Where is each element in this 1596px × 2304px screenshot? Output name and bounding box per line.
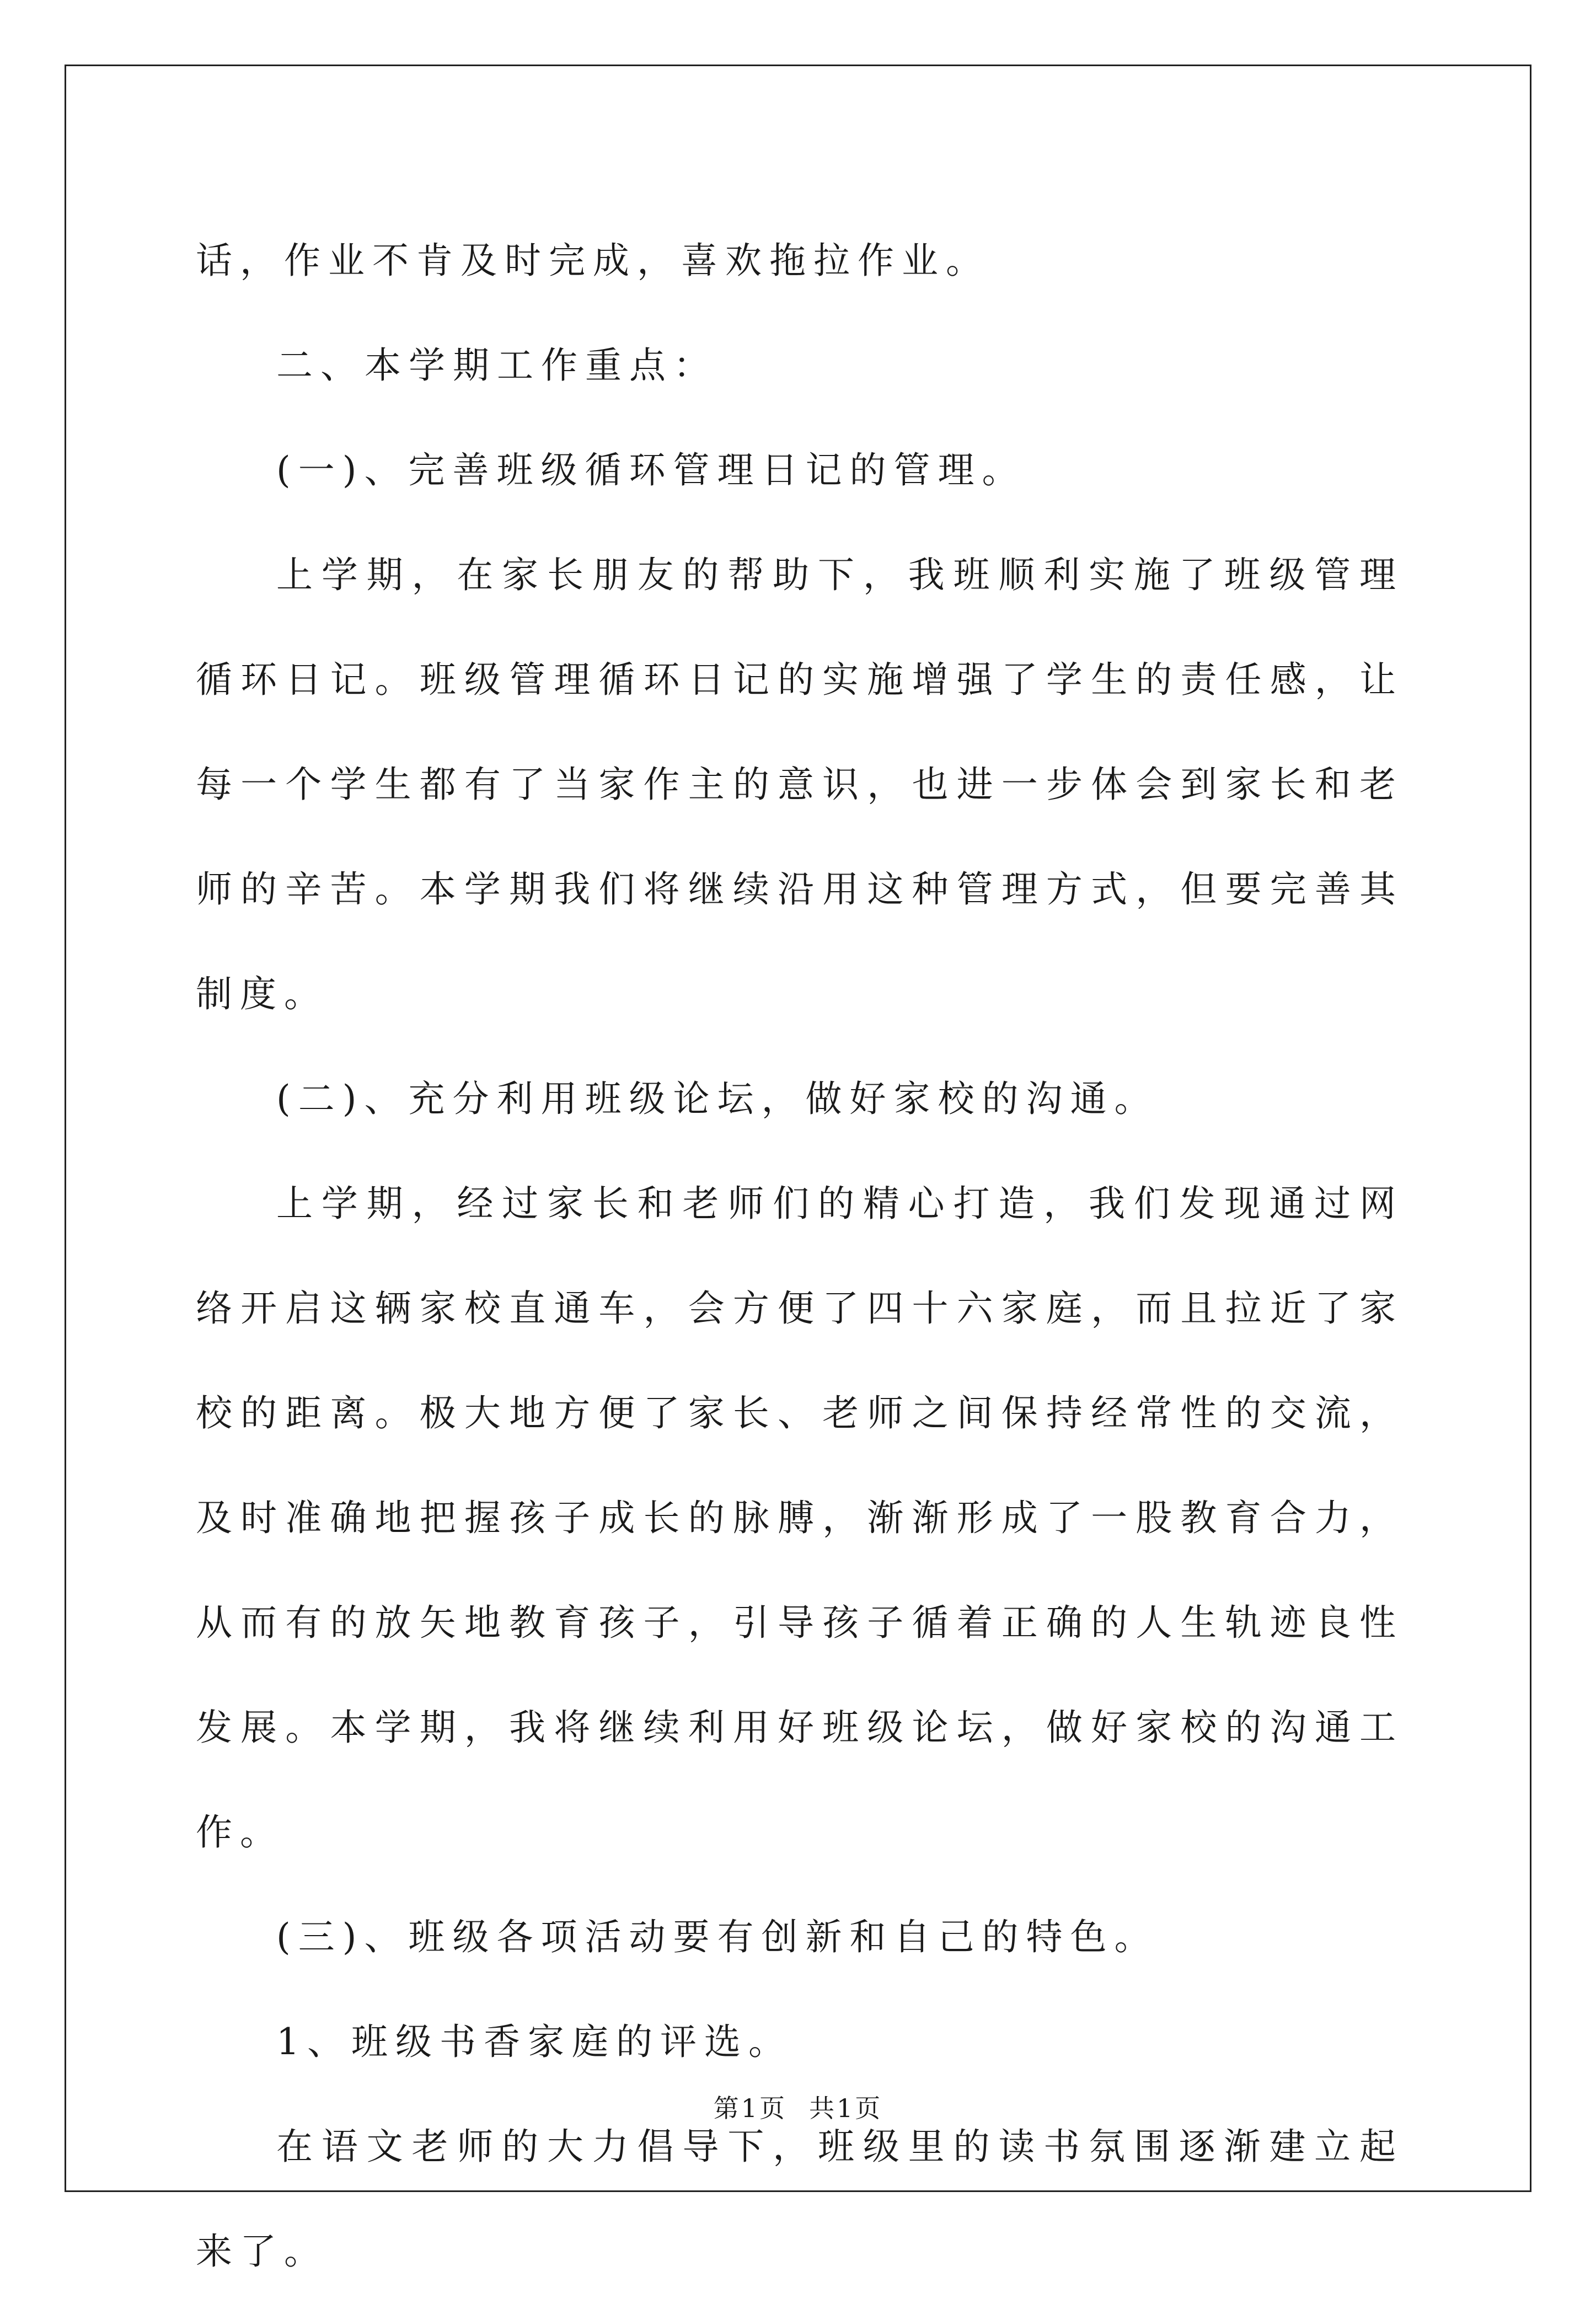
page-number: 第1页: [713, 2093, 787, 2123]
page-total: 共1页: [809, 2093, 883, 2123]
page-footer: [0, 2092, 1596, 2125]
paragraph: 上学期，经过家长和老师们的精心打造，我们发现通过网络开启这辆家校直通车，会方便了四十六家庭，而且拉近了家校的距离。极大地方便了家长、老师之间保持经常性的交流，及时准确地把握孩子成长的脉膊，渐渐形成了一股教育合力，从而有的放矢地教育孩子，引导孩子循着正确的人生轨迹良性发展。本学期，我将继续利用好班级论坛，做好家校的沟通工作。: [196, 1182, 1404, 1853]
paragraph: 在语文老师的大力倡导下，班级里的读书氛围逐渐建立起来了。: [196, 2125, 1404, 2273]
document-body: [196, 208, 1404, 2304]
list-item-heading: 1、班级书香家庭的评选。: [276, 2021, 792, 2063]
section-heading: 二、本学期工作重点：: [276, 344, 717, 387]
subsection-heading: (三)、班级各项活动要有创新和自己的特色。: [276, 1916, 1159, 1958]
subsection-heading: (二)、充分利用班级论坛，做好家校的沟通。: [276, 1078, 1159, 1120]
paragraph: 上学期，在家长朋友的帮助下，我班顺利实施了班级管理循环日记。班级管理循环日记的实施增强了学生的责任感，让每一个学生都有了当家作主的意识，也进一步体会到家长和老师的辛苦。本学期我们将继续沿用这种管理方式，但要完善其制度。: [196, 554, 1404, 1015]
subsection-heading: (一)、完善班级循环管理日记的管理。: [276, 449, 1026, 491]
paragraph: 话，作业不肯及时完成，喜欢拖拉作业。: [196, 239, 990, 282]
